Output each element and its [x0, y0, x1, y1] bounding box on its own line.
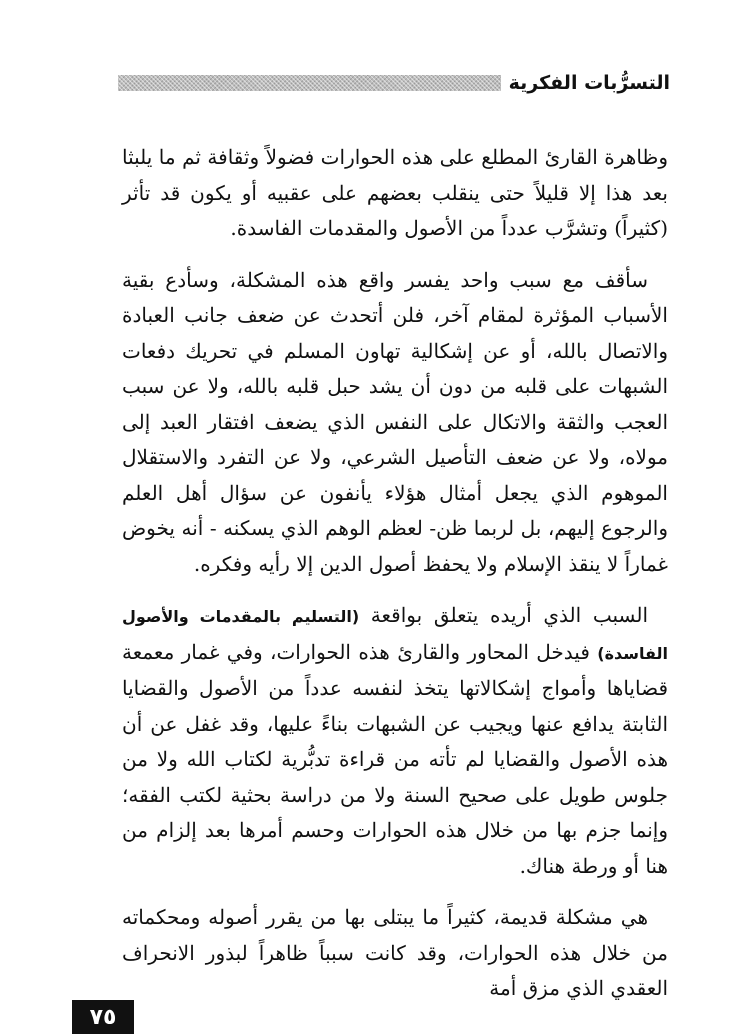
header-decorative-rule	[118, 75, 501, 91]
paragraph-1: وظاهرة القارئ المطلع على هذه الحوارات فضولاً وثقافة ثم ما يلبثا بعد هذا إلا قليلاً حتى ينقلب بعضهم على عقبيه أو يكون قد تأثر (كثيراً) وتشرَّب عدداً من الأصول والمقدمات الفاسدة.	[122, 145, 668, 240]
running-header	[118, 70, 670, 96]
paragraph-3	[122, 598, 668, 884]
body-text	[122, 140, 668, 1023]
page-number: ٧٥	[72, 1000, 134, 1034]
paragraph-2: سأقف مع سبب واحد يفسر واقع هذه المشكلة، وسأدع بقية الأسباب المؤثرة لمقام آخر، فلن أتحدث عن ضعف جانب العبادة والاتصال بالله، أو عن إشكالية تهاون المسلم في تحريك دفعات الشبهات على قلبه من دون أن يشد حبل قلبه بالله، ولا عن سبب العجب والثقة والاتكال على النفس الذي يضعف افتقار العبد إلى مولاه، ولا عن ضعف التأصيل الشرعي، ولا عن التفرد والاستقلال الموهوم الذي يجعل أمثال هؤلاء يأنفون عن سؤال أهل العلم والرجوع إليهم، بل لربما ظن- لعظم الوهم الذي يسكنه - أنه يخوض غماراً لا ينقذ الإسلام ولا يحفظ أصول الدين إلا رأيه وفكره.	[122, 267, 668, 576]
paragraph-3-lead: السبب الذي أريده يتعلق بواقعة	[359, 603, 649, 627]
paragraph-3-rest: فيدخل المحاور والقارئ هذه الحوارات، وفي غمار معمعة قضاياها وأمواج إشكالاتها يتخذ لنفسه عدداً من الأصول والقضايا الثابتة يدافع عنها ويجيب عن الشبهات بناءً عليها، وقد غفل عن أن هذه الأصول والقضايا لم تأته من قراءة تدبُّرية لكتاب الله ولا من جلوس طويل على صحيح السنة ولا من دراسة بحثية لكتب الفقه؛ وإنما جزم بها من خلال هذه الحوارات وحسم أمرها بعد إلزام من هنا أو ورطة هناك.	[122, 639, 668, 878]
header-title: التسرُّبات الفكرية	[508, 72, 670, 94]
paragraph-3-emphasis: (التسليم بالمقدمات والأصول الفاسدة)	[122, 607, 668, 663]
paragraph-4: هي مشكلة قديمة، كثيراً ما يبتلى بها من يقرر أصوله ومحكماته من خلال هذه الحوارات، وقد كانت سبباً ظاهراً لبذور الانحراف العقدي الذي مزق أمة	[122, 905, 668, 1000]
